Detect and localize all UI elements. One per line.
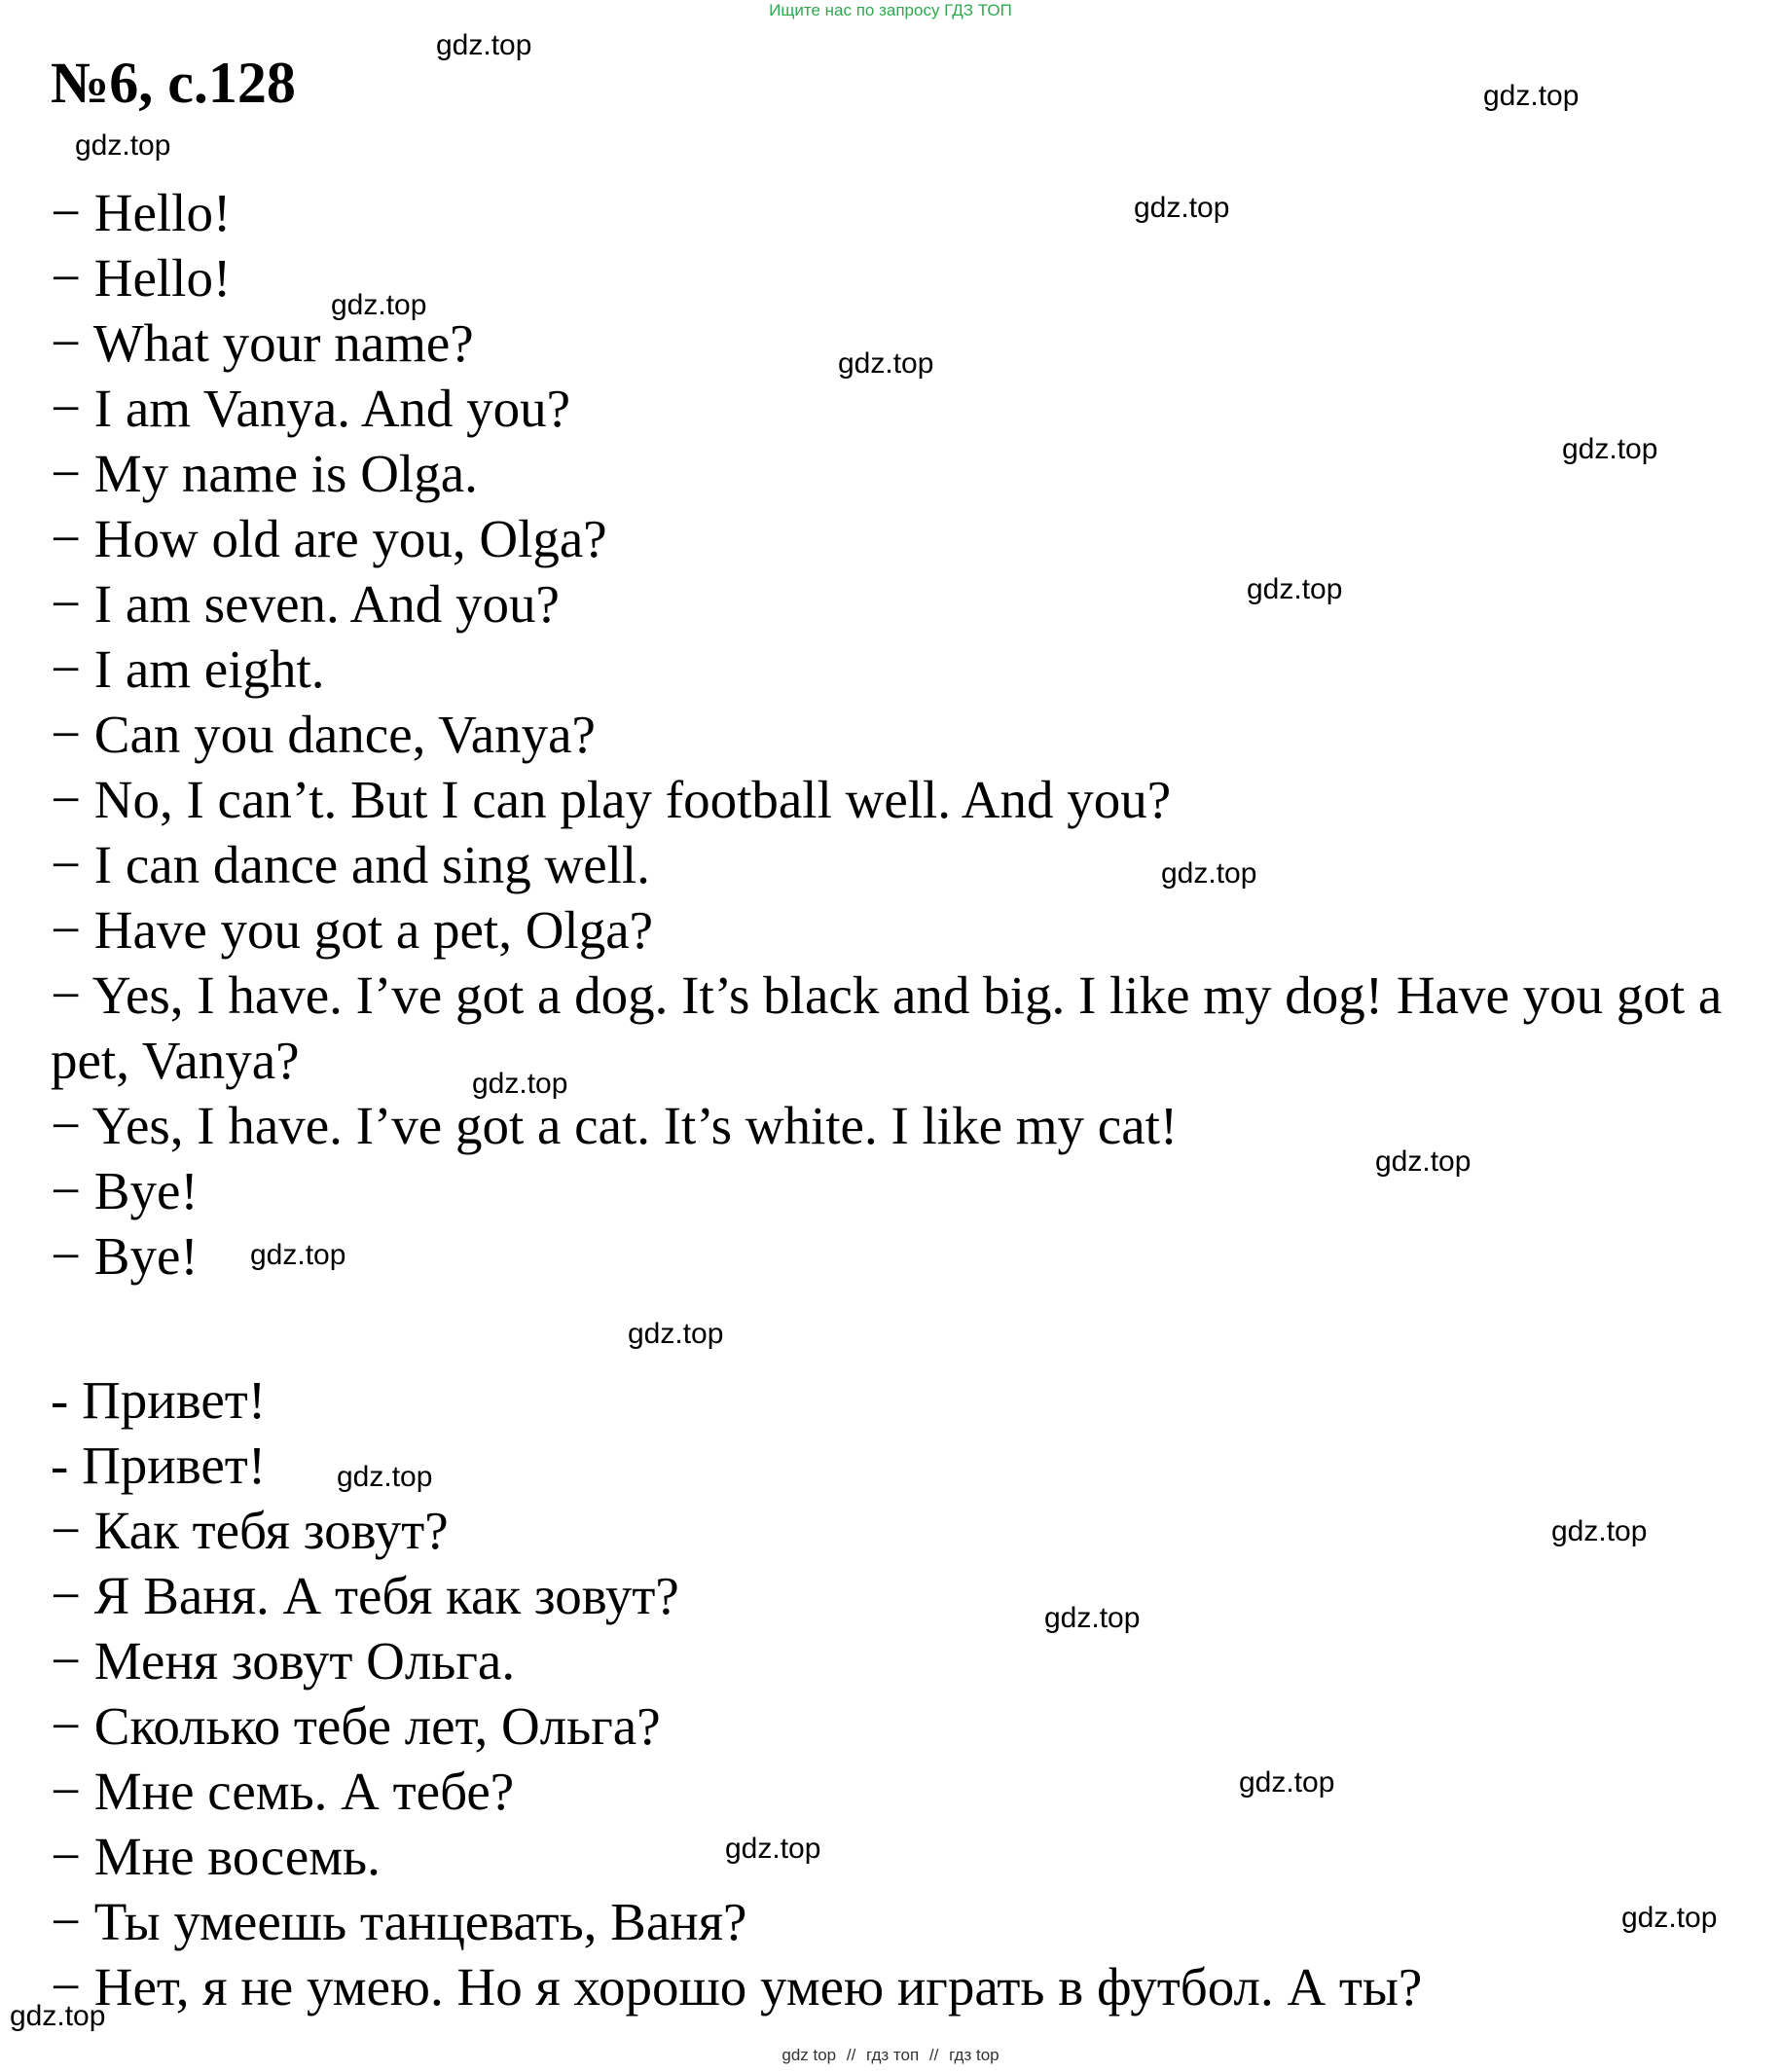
russian-line: − Сколько тебе лет, Ольга?	[51, 1696, 661, 1756]
watermark: gdz.top	[725, 1833, 821, 1865]
watermark: gdz.top	[331, 289, 427, 321]
watermark: gdz.top	[10, 2000, 106, 2032]
russian-line: − Мне восемь.	[51, 1827, 381, 1886]
watermark: gdz.top	[75, 129, 171, 162]
footer-link[interactable]: гдз топ	[866, 2046, 920, 2064]
watermark: gdz.top	[1161, 857, 1257, 890]
watermark: gdz.top	[1044, 1602, 1141, 1634]
watermark: gdz.top	[1247, 573, 1343, 605]
russian-line: − Меня зовут Ольга.	[51, 1631, 516, 1690]
dialogue-text	[51, 180, 1744, 2019]
english-line: − My name is Olga.	[51, 444, 478, 503]
watermark: gdz.top	[1375, 1145, 1472, 1178]
footer-separator: //	[928, 2046, 939, 2064]
watermark: gdz.top	[1551, 1515, 1648, 1547]
footer-link[interactable]: gdz top	[781, 2046, 837, 2064]
watermark: gdz.top	[1621, 1902, 1718, 1934]
english-line: − Have you got a pet, Olga?	[51, 900, 654, 960]
english-line: − Bye!	[51, 1226, 199, 1286]
watermark: gdz.top	[472, 1068, 568, 1100]
footer-link[interactable]: гдз top	[949, 2046, 1000, 2064]
russian-line: - Привет!	[51, 1436, 267, 1495]
watermark: gdz.top	[838, 347, 934, 380]
english-line: − How old are you, Olga?	[51, 509, 607, 568]
watermark: gdz.top	[436, 29, 532, 61]
english-line: − Hello!	[51, 183, 232, 242]
page-title: №6, с.128	[51, 51, 296, 115]
english-line: − I am seven. And you?	[51, 574, 560, 634]
footer-separator: //	[846, 2046, 856, 2064]
english-line: − Hello!	[51, 248, 232, 308]
watermark: gdz.top	[1134, 192, 1230, 224]
english-line: − Yes, I have. I’ve got a cat. It’s white. I like my cat!	[51, 1096, 1179, 1155]
footer-links	[0, 2045, 1781, 2066]
russian-line: − Нет, я не умею. Но я хорошо умею играть в футбол. А ты?	[51, 1957, 1423, 2017]
watermark: gdz.top	[1483, 80, 1580, 112]
english-line: − No, I can’t. But I can play football well. And you?	[51, 770, 1172, 829]
watermark: gdz.top	[1562, 433, 1658, 465]
english-line: − What your name?	[51, 313, 474, 373]
russian-line: − Я Ваня. А тебя как зовут?	[51, 1566, 679, 1625]
english-line: − I can dance and sing well.	[51, 835, 650, 894]
english-line: − Bye!	[51, 1161, 199, 1220]
russian-line: - Привет!	[51, 1370, 267, 1430]
russian-line: − Ты умеешь танцевать, Ваня?	[51, 1892, 747, 1951]
russian-line: − Мне семь. А тебе?	[51, 1762, 515, 1821]
russian-line: − Как тебя зовут?	[51, 1501, 449, 1560]
top-banner: Ищите нас по запросу ГДЗ ТОП	[769, 1, 1012, 19]
english-line: − Yes, I have. I’ve got a dog. It’s black and big. I like my dog! Have you got a pet, Vanya?	[51, 965, 1723, 1090]
english-line: − I am Vanya. And you?	[51, 379, 571, 438]
watermark: gdz.top	[250, 1239, 346, 1271]
english-line: − I am eight.	[51, 639, 325, 699]
section-gap	[51, 1289, 1744, 1367]
english-line: − Can you dance, Vanya?	[51, 705, 596, 764]
watermark: gdz.top	[628, 1318, 724, 1350]
watermark: gdz.top	[337, 1461, 433, 1493]
watermark: gdz.top	[1239, 1766, 1335, 1799]
